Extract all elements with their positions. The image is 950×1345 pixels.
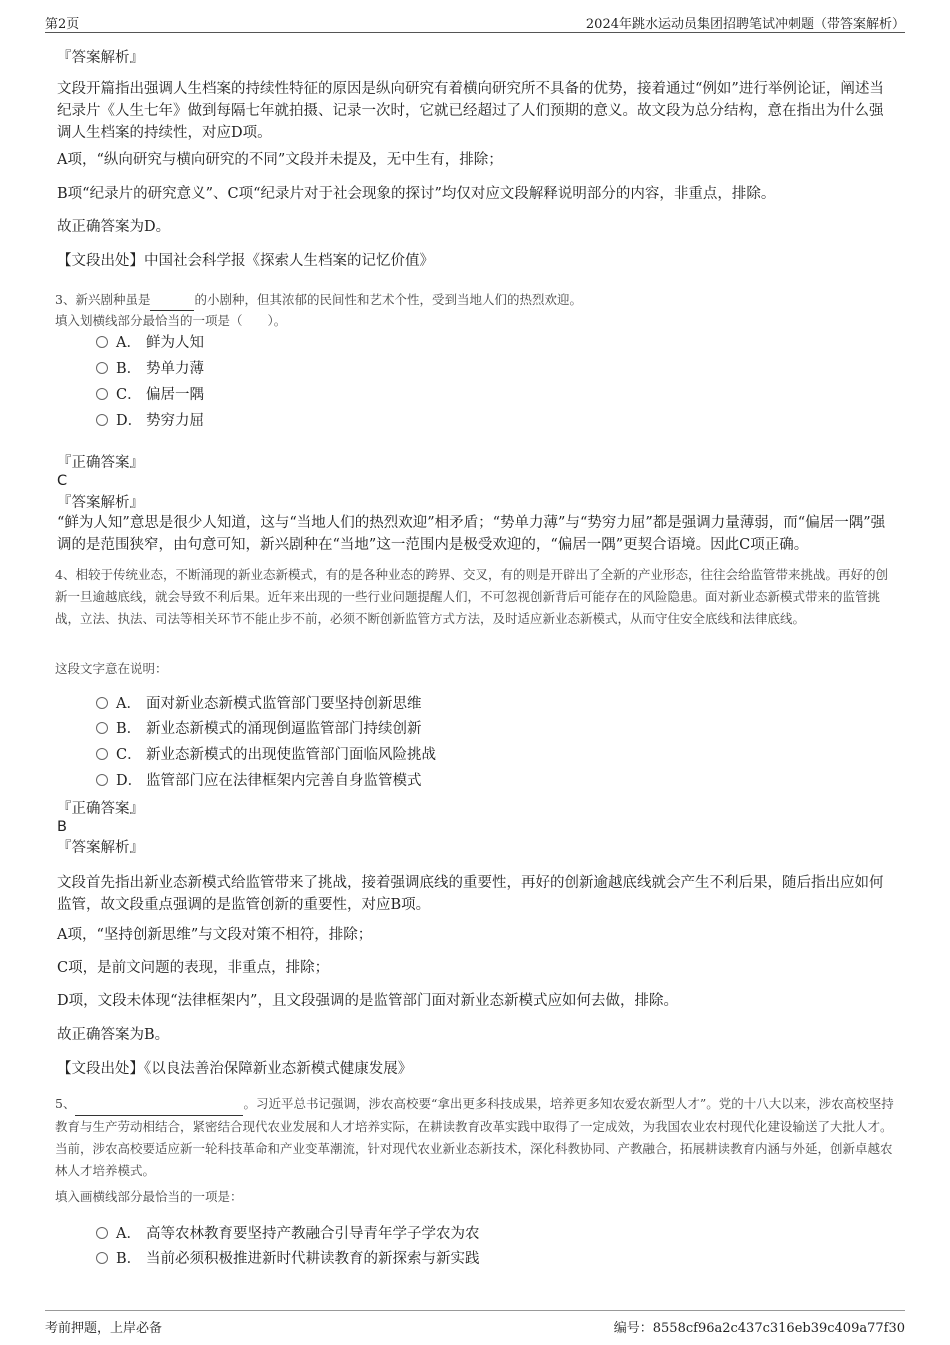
page-header [45, 10, 905, 33]
q3-answer-label: 『正确答案』 [57, 455, 144, 471]
option-letter: D． [116, 413, 143, 429]
q5-stem [55, 1093, 895, 1182]
option-letter: B． [116, 1251, 142, 1267]
q2-analysis-paragraph: 文段开篇指出强调人生档案的持续性特征的原因是纵向研究有着横向研究所不具备的优势，接着通过“例如”进行举例论证，阐述当纪录片《人生七年》做到每隔七年就拍摄、记录一次时，它就已经超过了人们预期的意义。故文段为总分结构，意在指出为什么强调人生档案的持续性，对应D项。 [57, 81, 884, 141]
q4-option-b[interactable] [96, 719, 422, 739]
option-text: 鲜为人知 [146, 335, 204, 351]
q4-stem: 4、相较于传统业态，不断涌现的新业态新模式，有的是各种业态的跨界、交叉，有的则是开辟出了全新的产业形态，往往会给监管带来挑战。再好的创新一旦逾越底线，就会导致不利后果。近年来出现的一些行业问题提醒人们，不可忽视创新背后可能存在的风险隐患。面对新业态新模式带来的监管挑战，立法、执法、司法等相关环节不能止步不前，必须不断创新监管方式方法，及时适应新业态新模式，从而守住安全底线和法律底线。 [55, 567, 888, 626]
q3-analysis: “鲜为人知”意思是很少人知道，这与“当地人们的热烈欢迎”相矛盾；“势单力薄”与“势穷力屈”都是强调力量薄弱，而“偏居一隅”强调的是范围狭窄，由句意可知，新兴剧种在“当地”这一范围内是极受欢迎的，“偏居一隅”更契合语境。因此C项正确。 [57, 515, 886, 553]
option-text: 偏居一隅 [146, 387, 204, 403]
option-letter: A． [116, 335, 141, 351]
q4-source: 【文段出处】《以良法善治保障新业态新模式健康发展》 [57, 1061, 413, 1077]
footer-slogan: 考前押题，上岸必备 [45, 1321, 163, 1336]
q3-blank [150, 289, 194, 311]
q3-option-b[interactable] [96, 359, 204, 379]
option-letter: B． [116, 361, 142, 377]
q2-analysis-label: 『答案解析』 [57, 50, 144, 66]
radio-icon[interactable] [96, 336, 108, 348]
page-footer [45, 1310, 905, 1335]
q3-stem-end: 的小剧种，但其浓郁的民间性和艺术个性，受到当地人们的热烈欢迎。 [194, 292, 582, 307]
q4-option-d[interactable] [96, 771, 422, 791]
q4-conclusion: 故正确答案为B。 [57, 1027, 170, 1043]
q3-stem [55, 289, 895, 311]
q3-option-a[interactable] [96, 333, 204, 353]
q4-analysis-paragraph: 文段首先指出新业态新模式给监管带来了挑战，接着强调底线的重要性，再好的创新逾越底线就会产生不利后果，随后指出应如何监管，故文段重点强调的是监管创新的重要性，对应B项。 [57, 875, 884, 913]
option-text: 势单力薄 [146, 361, 204, 377]
q4-analysis-option-a: A项，“坚持创新思维”与文段对策不相符，排除； [57, 927, 373, 943]
document-title: 2024年跳水运动员集团招聘笔试冲刺题（带答案解析） [585, 17, 905, 32]
q4-analysis-label: 『答案解析』 [57, 840, 144, 856]
page-number: 第2页 [45, 17, 80, 32]
radio-icon[interactable] [96, 362, 108, 374]
option-letter: D． [116, 773, 143, 789]
q5-number: 5、 [55, 1096, 76, 1111]
q4-option-a[interactable] [96, 694, 422, 714]
option-text: 监管部门应在法律框架内完善自身监管模式 [146, 773, 422, 789]
radio-icon[interactable] [96, 774, 108, 786]
q4-answer-label: 『正确答案』 [57, 801, 144, 817]
q5-blank [75, 1093, 243, 1116]
option-letter: B． [116, 721, 142, 737]
q3-analysis-label: 『答案解析』 [57, 495, 144, 511]
option-letter: A． [116, 1226, 141, 1242]
q4-option-c[interactable] [96, 745, 436, 765]
option-text: 新业态新模式的涌现倒逼监管部门持续创新 [146, 721, 422, 737]
option-text: 面对新业态新模式监管部门要坚持创新思维 [146, 696, 422, 712]
q4-answer: B [57, 819, 67, 835]
radio-icon[interactable] [96, 722, 108, 734]
document-code: 编号：8558cf96a2c437c316eb39c409a77f30 [613, 1321, 905, 1336]
option-text: 高等农林教育要坚持产教融合引导青年学子学农为农 [146, 1226, 480, 1242]
radio-icon[interactable] [96, 748, 108, 760]
q2-analysis-option-bc: B项“纪录片的研究意义”、C项“纪录片对于社会现象的探讨”均仅对应文段解释说明部分的内容，非重点，排除。 [57, 186, 776, 202]
option-letter: C． [116, 387, 142, 403]
option-text: 当前必须积极推进新时代耕读教育的新探索与新实践 [146, 1251, 480, 1267]
option-text: 势穷力屈 [146, 413, 204, 429]
q3-stem-start: 3、新兴剧种虽是 [55, 292, 151, 307]
radio-icon[interactable] [96, 697, 108, 709]
q2-analysis-option-a: A项，“纵向研究与横向研究的不同”文段并未提及，无中生有，排除； [57, 152, 503, 168]
radio-icon[interactable] [96, 1252, 108, 1264]
q3-answer: C [57, 473, 68, 489]
q4-analysis-option-d: D项，文段未体现“法律框架内”，且文段强调的是监管部门面对新业态新模式应如何去做，排除。 [57, 993, 678, 1009]
radio-icon[interactable] [96, 414, 108, 426]
q4-prompt: 这段文字意在说明： [55, 661, 168, 676]
q2-source: 【文段出处】中国社会科学报《探索人生档案的记忆价值》 [57, 253, 434, 269]
option-letter: C． [116, 747, 142, 763]
q2-conclusion: 故正确答案为D。 [57, 219, 171, 235]
q5-prompt: 填入画横线部分最恰当的一项是： [55, 1189, 243, 1204]
q3-option-c[interactable] [96, 385, 204, 405]
q5-stem-text: 。习近平总书记强调，涉农高校要“拿出更多科技成果，培养更多知农爱农新型人才”。党的十八大以来，涉农高校坚持教育与生产劳动相结合，紧密结合现代农业发展和人才培养实际，在耕读教育改革实践中取得了一定成效，为我国农业农村现代化建设输送了大批人才。当前，涉农高校要适应新一轮科技革命和产业变革潮流，针对现代农业新业态新技术，深化科教协同、产教融合，拓展耕读教育内涵与外延，创新卓越农林人才培养模式。 [55, 1096, 894, 1178]
option-text: 新业态新模式的出现使监管部门面临风险挑战 [146, 747, 436, 763]
radio-icon[interactable] [96, 388, 108, 400]
option-letter: A． [116, 696, 141, 712]
q3-prompt: 填入划横线部分最恰当的一项是（ ）。 [55, 313, 287, 328]
q5-option-a[interactable] [96, 1224, 480, 1244]
q3-option-d[interactable] [96, 411, 204, 431]
q5-option-b[interactable] [96, 1249, 480, 1269]
radio-icon[interactable] [96, 1227, 108, 1239]
q4-analysis-option-c: C项，是前文问题的表现，非重点，排除； [57, 960, 330, 976]
